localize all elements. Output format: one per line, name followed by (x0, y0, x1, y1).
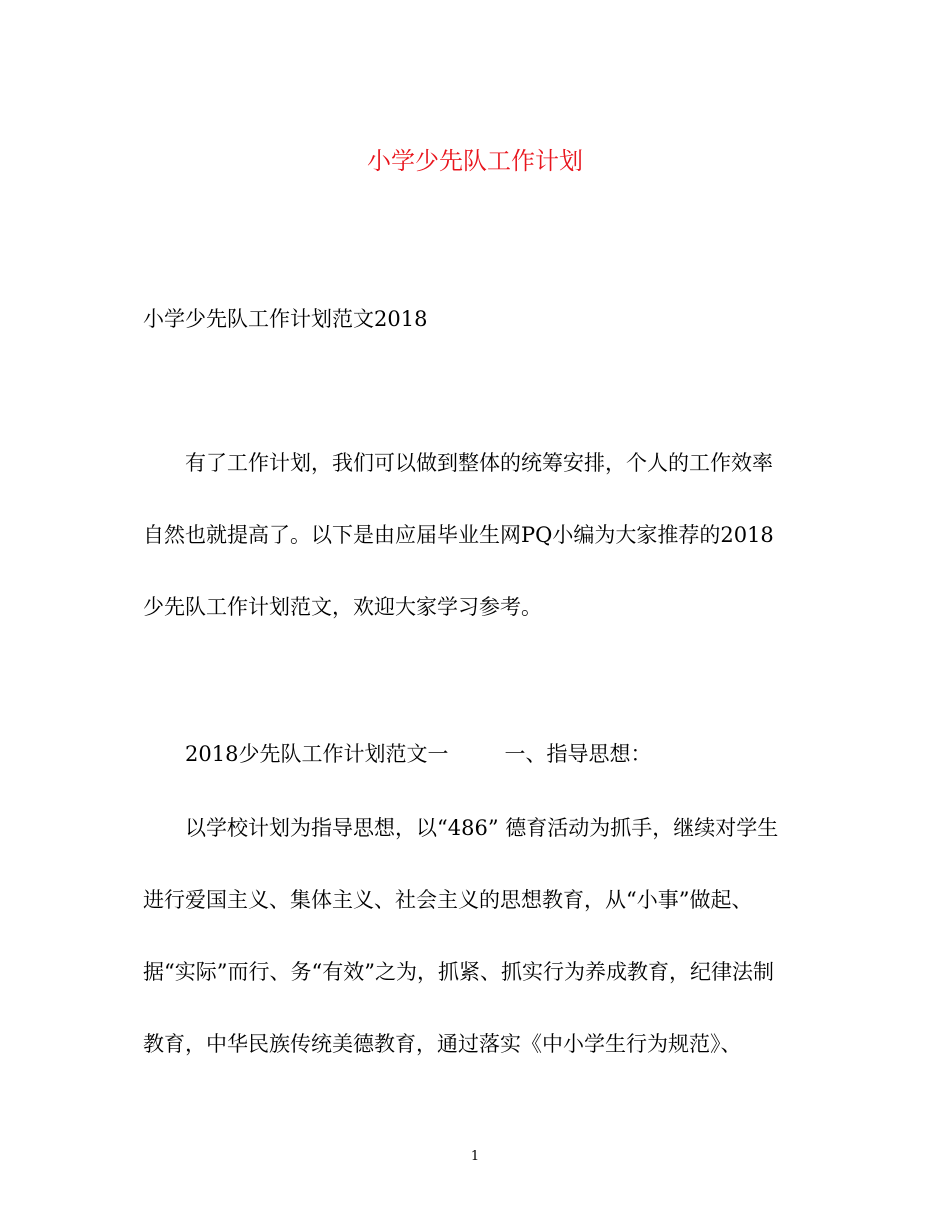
body-line-3: 据“实际”而行、务“有效”之为，抓紧、抓实行为养成教育，纪律法制 (143, 960, 774, 984)
section-heading-item: 一、指导思想： (504, 742, 652, 766)
intro-line-3: 少先队工作计划范文，欢迎大家学习参考。 (143, 595, 542, 619)
body-line-1: 以学校计划为指导思想，以“486” 德育活动为抓手，继续对学生 (185, 816, 779, 840)
section-heading-label: 2018少先队工作计划范文一 (185, 742, 449, 766)
body-line-4: 教育，中华民族传统美德教育，通过落实《中小学生行为规范》、 (143, 1032, 742, 1056)
intro-line-1: 有了工作计划，我们可以做到整体的统筹安排，个人的工作效率 (185, 451, 773, 475)
page-number: 1 (470, 1149, 480, 1164)
section-heading (185, 738, 651, 770)
intro-line-2: 自然也就提高了。以下是由应届毕业生网PQ小编为大家推荐的2018 (143, 523, 774, 547)
document-subtitle: 小学少先队工作计划范文2018 (143, 307, 428, 331)
document-title: 小学少先队工作计划 (367, 147, 583, 175)
body-line-2: 进行爱国主义、集体主义、社会主义的思想教育，从“小事”做起、 (143, 888, 753, 912)
